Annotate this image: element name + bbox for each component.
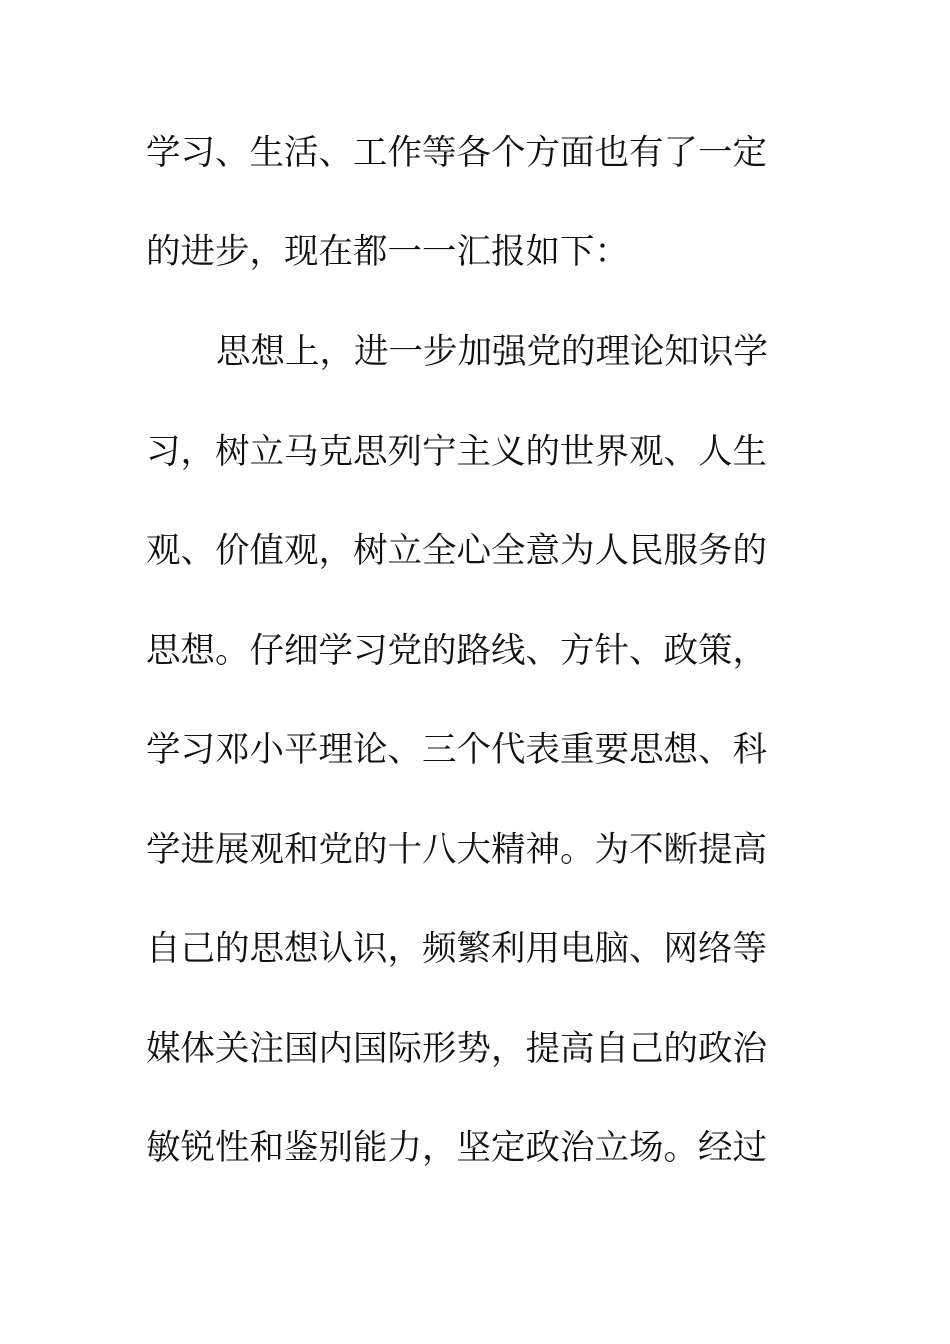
text-line: 观、价值观，树立全心全意为人民服务的 [146,531,767,571]
text-line: 学习邓小平理论、三个代表重要思想、科 [146,730,767,770]
paragraph-first-line: 思想上，进一步加强党的理论知识学 [216,332,768,372]
text-line: 思想。仔细学习党的路线、方针、政策， [146,631,767,671]
text-line: 习，树立马克思列宁主义的世界观、人生 [146,432,767,472]
text-line: 媒体关注国内国际形势，提高自己的政治 [146,1029,767,1069]
text-line: 敏锐性和鉴别能力，坚定政治立场。经过 [146,1128,767,1168]
text-line: 学习、生活、工作等各个方面也有了一定 [146,133,767,173]
text-line: 自己的思想认识，频繁利用电脑、网络等 [146,929,767,969]
text-line: 学进展观和党的十八大精神。为不断提高 [146,830,767,870]
text-line: 的进步，现在都一一汇报如下： [146,232,629,272]
